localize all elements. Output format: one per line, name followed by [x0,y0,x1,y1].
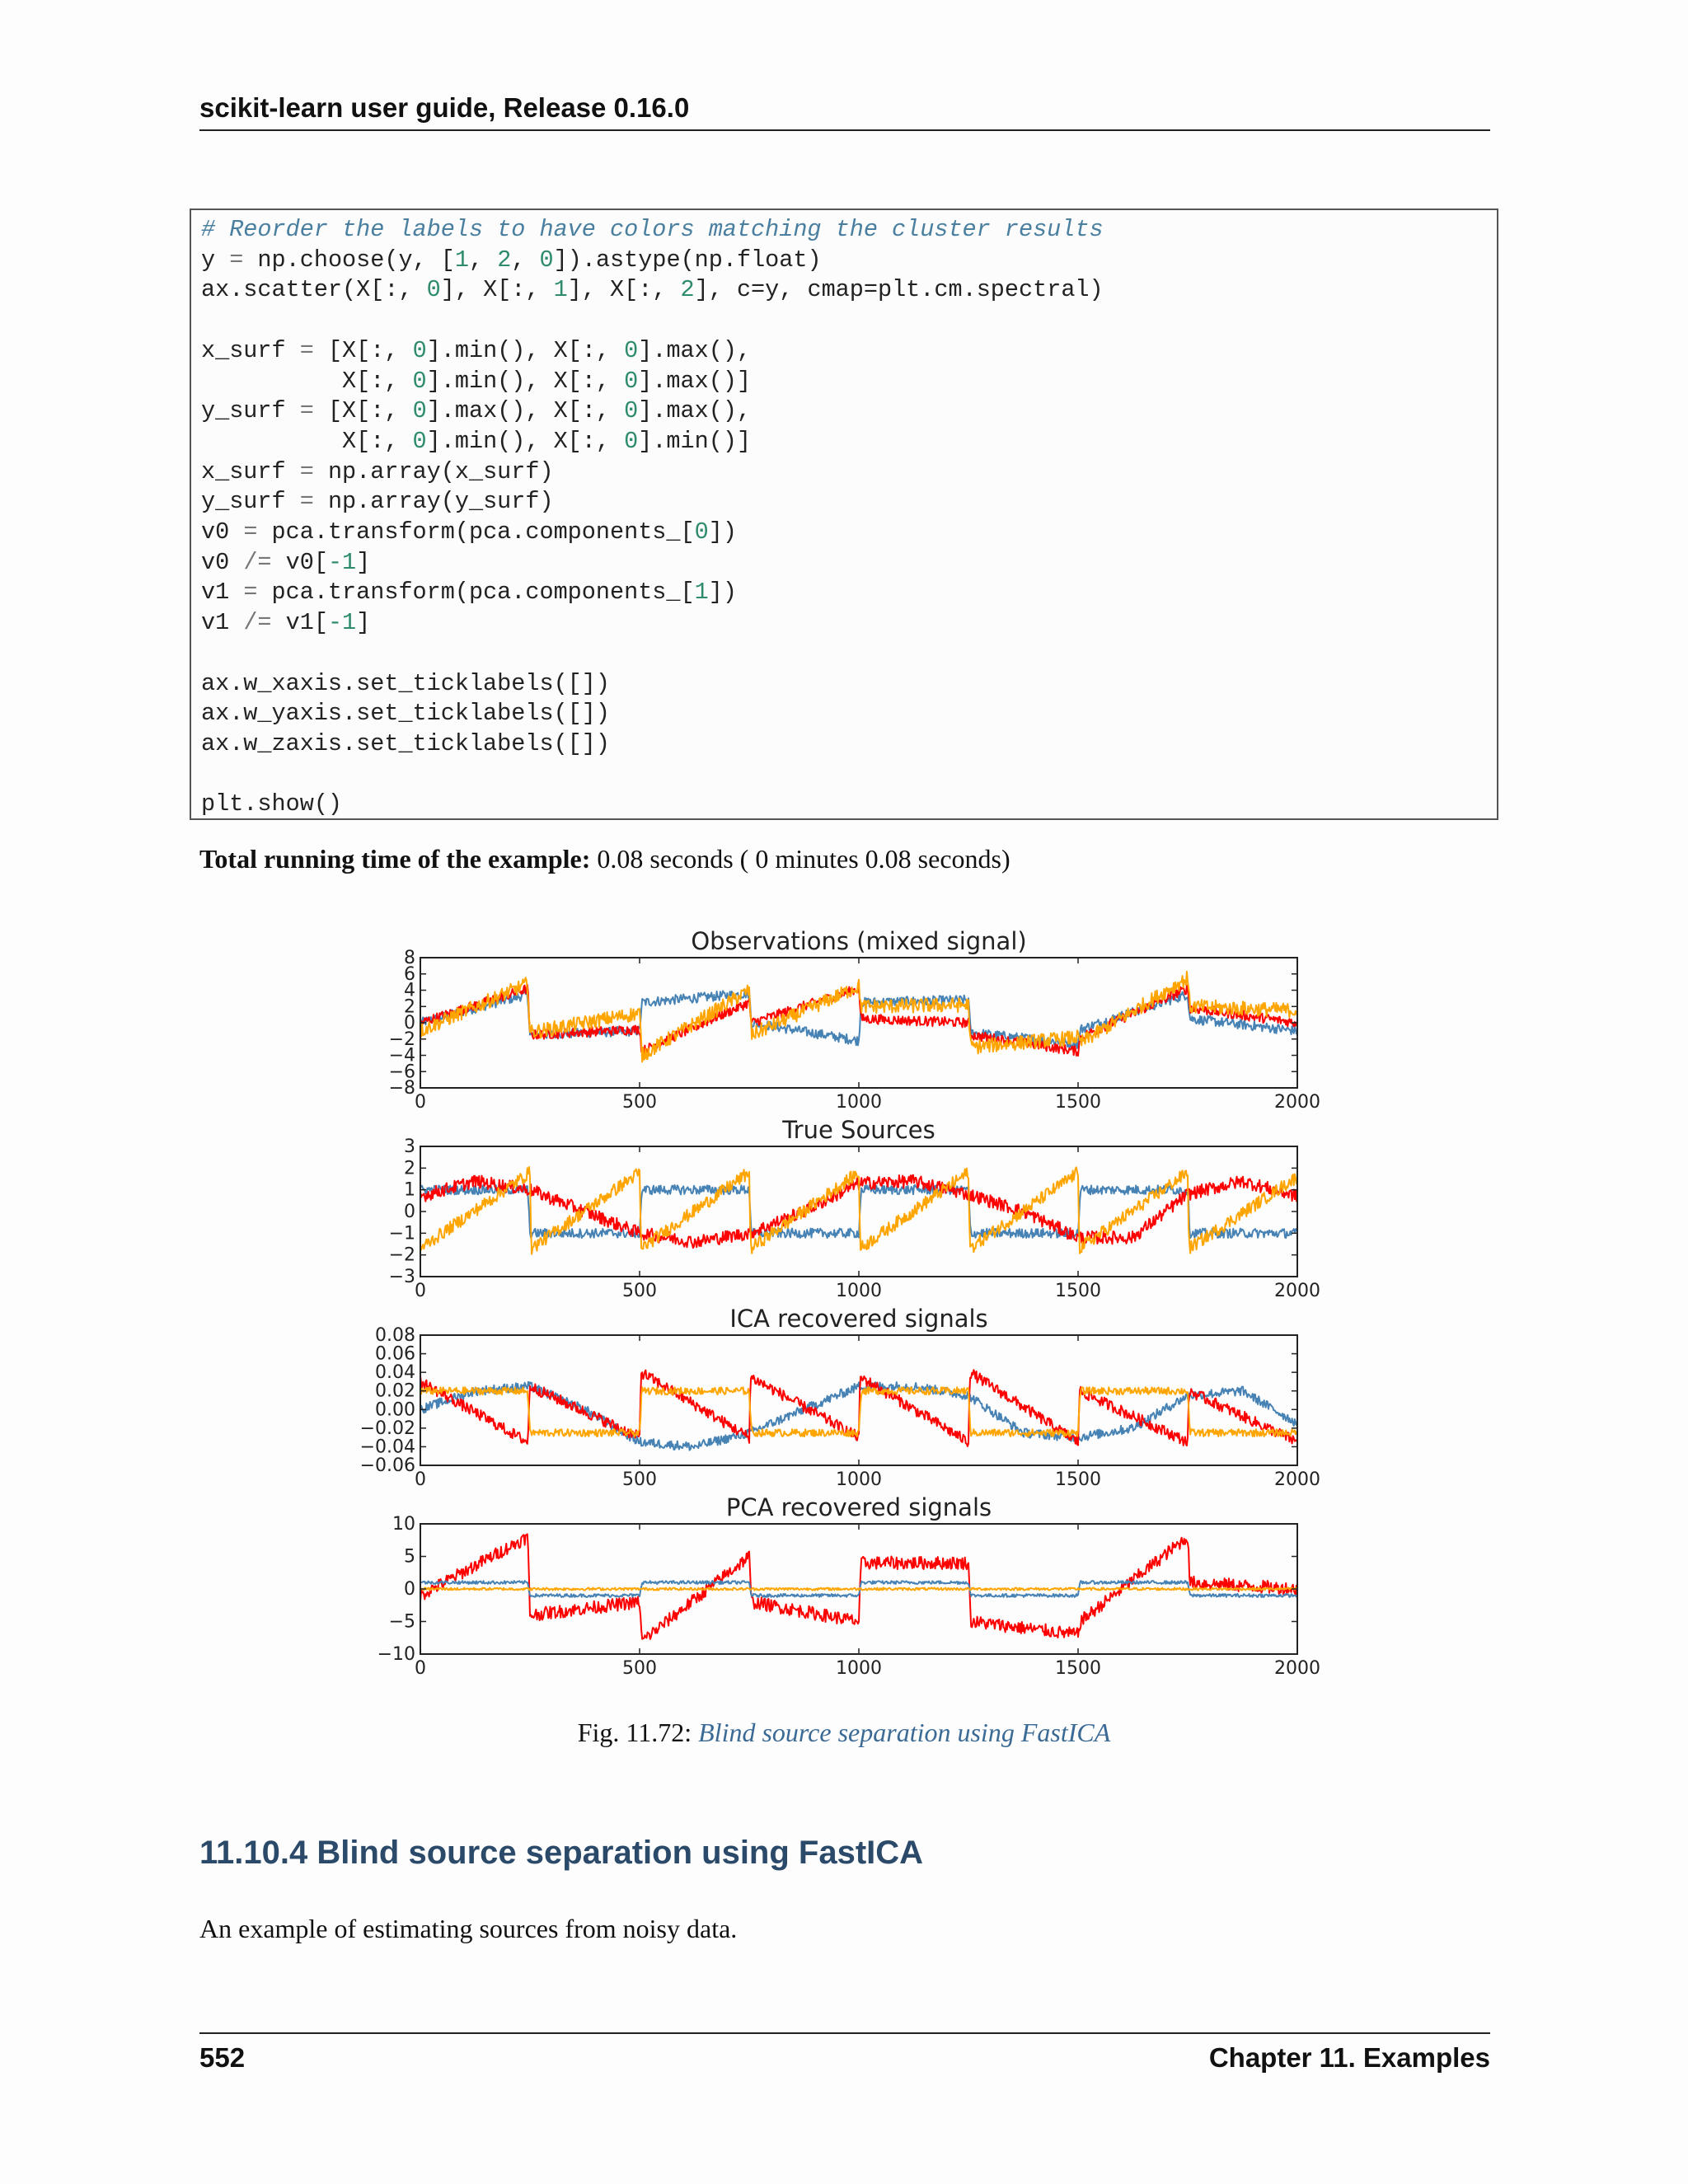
code-token: X[:, [201,367,413,395]
running-time [199,844,1010,874]
y-tick-label: 0.00 [375,1399,415,1421]
axes-frame [420,958,1297,1088]
series-line [420,1587,1297,1590]
code-token: ] [356,548,371,576]
code-token: , [511,246,540,274]
y-tick-label: −5 [388,1611,415,1633]
subplot-title: PCA recovered signals [725,1493,992,1521]
code-token: = [299,488,314,516]
code-token: x_surf [201,457,300,485]
code-token: 0 [624,397,639,425]
y-tick-label: −2 [388,1244,415,1266]
code-token: v1[ [271,609,328,637]
code-token: pca.transform(pca.components_[ [257,518,695,546]
code-token: ax.w_xaxis.set_ticklabels([]) [201,669,610,697]
subplot [389,927,1320,1113]
x-tick-label: 1500 [1055,1281,1101,1301]
y-tick-label: −6 [388,1062,415,1083]
series-line [420,972,1297,1062]
code-token: y_surf [201,397,300,425]
code-token: 0 [412,427,427,455]
code-token: # Reorder the labels to have colors matching the cluster results [201,216,1104,243]
x-tick-label: 1000 [836,1281,882,1301]
code-token: ].min(), X[:, [426,367,625,395]
y-tick-label: −4 [388,1045,415,1066]
x-tick-label: 500 [622,1658,657,1679]
subplot [360,1305,1320,1490]
y-tick-label: 0 [404,1202,415,1222]
code-token: ]) [708,579,737,607]
y-tick-label: 1 [404,1179,415,1201]
code-token: ].max()] [638,367,752,395]
code-token: x_surf [201,336,300,364]
y-tick-label: 4 [404,980,415,1001]
code-token: ].min(), X[:, [426,427,625,455]
y-tick-label: 0 [404,1579,415,1600]
series-group [420,1370,1297,1450]
subplot [377,1493,1320,1679]
x-tick-label: 2000 [1274,1281,1320,1301]
code-token: = [299,336,314,364]
y-tick-label: 3 [404,1137,415,1157]
code-token: ax.w_yaxis.set_ticklabels([]) [201,700,610,728]
y-tick-label: 2 [404,1158,415,1179]
x-tick-label: 1500 [1055,1092,1101,1113]
code-token: 0 [624,367,639,395]
figure-link[interactable]: Blind source separation using FastICA [698,1718,1111,1747]
x-tick-label: 0 [415,1658,426,1679]
series-group [420,1534,1297,1639]
code-token: = [299,457,314,485]
code-token: plt.show() [201,790,343,818]
code-token: v0 [201,518,244,546]
y-tick-label: 0.06 [375,1343,415,1365]
x-tick-label: 1000 [836,1469,882,1490]
code-token: ].min()] [638,427,752,455]
x-tick-label: 1000 [836,1658,882,1679]
y-tick-label: 0.02 [375,1380,415,1402]
x-tick-label: 0 [415,1469,426,1490]
code-token: ]) [708,518,737,546]
code-token: ].max(), [638,336,752,364]
code-token: 0 [624,427,639,455]
code-token: y [201,246,230,274]
code-token: , [468,246,498,274]
code-token: /= [243,609,272,637]
y-tick-label: −10 [377,1644,415,1665]
code-token: np.array(y_surf) [313,488,554,516]
subplot-title: Observations (mixed signal) [691,927,1027,955]
code-token: 0 [412,367,427,395]
running-time-value: 0.08 seconds ( 0 minutes 0.08 seconds) [590,844,1010,874]
code-token: 0 [412,336,427,364]
y-tick-label: −8 [388,1078,415,1099]
y-tick-label: 0.08 [375,1325,415,1346]
code-token: ].max(), [638,397,752,425]
code-token: [X[:, [313,397,413,425]
code-token: v1 [201,579,244,607]
page-number: 552 [199,2042,246,2073]
code-token: pca.transform(pca.components_[ [257,579,695,607]
code-token: v0[ [271,548,328,576]
code-token: ax.scatter(X[:, [201,276,427,304]
running-time-label: Total running time of the example: [199,844,591,874]
code-token: ], X[:, [440,276,554,304]
code-token: ], c=y, cmap=plt.cm.spectral) [694,276,1104,304]
header-rule [199,129,1490,131]
x-tick-label: 500 [622,1469,657,1490]
y-tick-label: 10 [392,1514,415,1535]
x-tick-label: 2000 [1274,1658,1320,1679]
code-token: ]).astype(np.float) [553,246,822,274]
code-token: 0 [539,246,554,274]
y-tick-label: −2 [388,1029,415,1050]
footer-rule [199,2032,1490,2034]
subplot-title: True Sources [782,1116,935,1144]
y-tick-label: 2 [404,996,415,1018]
subplot-title: ICA recovered signals [729,1305,988,1333]
series-group [420,1167,1297,1254]
y-tick-label: −0.02 [359,1418,415,1439]
code-token: np.array(x_surf) [313,457,554,485]
code-block [190,209,1498,820]
code-token: = [299,397,314,425]
x-tick-label: 500 [622,1281,657,1301]
code-token: v1 [201,609,244,637]
code-token: ].min(), X[:, [426,336,625,364]
code-token: ].max(), X[:, [426,397,625,425]
y-tick-label: 6 [404,963,415,985]
code-token: 0 [412,397,427,425]
code-token: 1 [694,579,709,607]
code-token: ], X[:, [567,276,681,304]
code-token: 2 [497,246,512,274]
series-line [420,1534,1297,1639]
y-tick-label: −0.06 [359,1455,415,1476]
y-tick-label: −1 [388,1223,415,1244]
code-text [201,215,1104,820]
code-token: ax.w_zaxis.set_ticklabels([]) [201,729,610,757]
code-token: 0 [426,276,441,304]
code-token: = [243,579,258,607]
x-tick-label: 0 [415,1281,426,1301]
series-group [420,972,1297,1062]
x-tick-label: 500 [622,1092,657,1113]
code-token: [X[:, [313,336,413,364]
x-tick-label: 1000 [836,1092,882,1113]
x-tick-label: 2000 [1274,1469,1320,1490]
chapter-label: Chapter 11. Examples [1208,2042,1490,2073]
code-token: 0 [694,518,709,546]
y-tick-label: −3 [388,1267,415,1287]
code-token: 0 [624,336,639,364]
code-token: = [229,246,244,274]
subplot [389,1116,1320,1301]
code-token: X[:, [201,427,413,455]
x-tick-label: 2000 [1274,1092,1320,1113]
section-heading: 11.10.4 Blind source separation using FastICA [199,1835,924,1871]
code-token: 1 [553,276,568,304]
code-token: -1 [327,548,357,576]
figure-blind-source-separation [330,915,1352,1690]
code-token: 2 [680,276,695,304]
code-token: = [243,518,258,546]
code-token: -1 [327,609,357,637]
code-token: v0 [201,548,244,576]
x-tick-label: 1500 [1055,1658,1101,1679]
section-body: An example of estimating sources from noisy data. [199,1914,738,1943]
y-tick-label: 8 [404,948,415,968]
y-tick-label: 0.04 [375,1362,415,1384]
y-tick-label: 5 [404,1546,415,1568]
code-token: y_surf [201,488,300,516]
y-tick-label: −0.04 [359,1436,415,1458]
x-tick-label: 1500 [1055,1469,1101,1490]
figure-number: Fig. 11.72: [577,1718,699,1747]
code-token: /= [243,548,272,576]
y-tick-label: 0 [404,1013,415,1033]
code-token: np.choose(y, [ [243,246,455,274]
x-tick-label: 0 [415,1092,426,1113]
running-header-title: scikit-learn user guide, Release 0.16.0 [199,92,690,123]
code-token: 1 [454,246,469,274]
code-token: ] [356,609,371,637]
figure-caption [0,1718,1688,1748]
